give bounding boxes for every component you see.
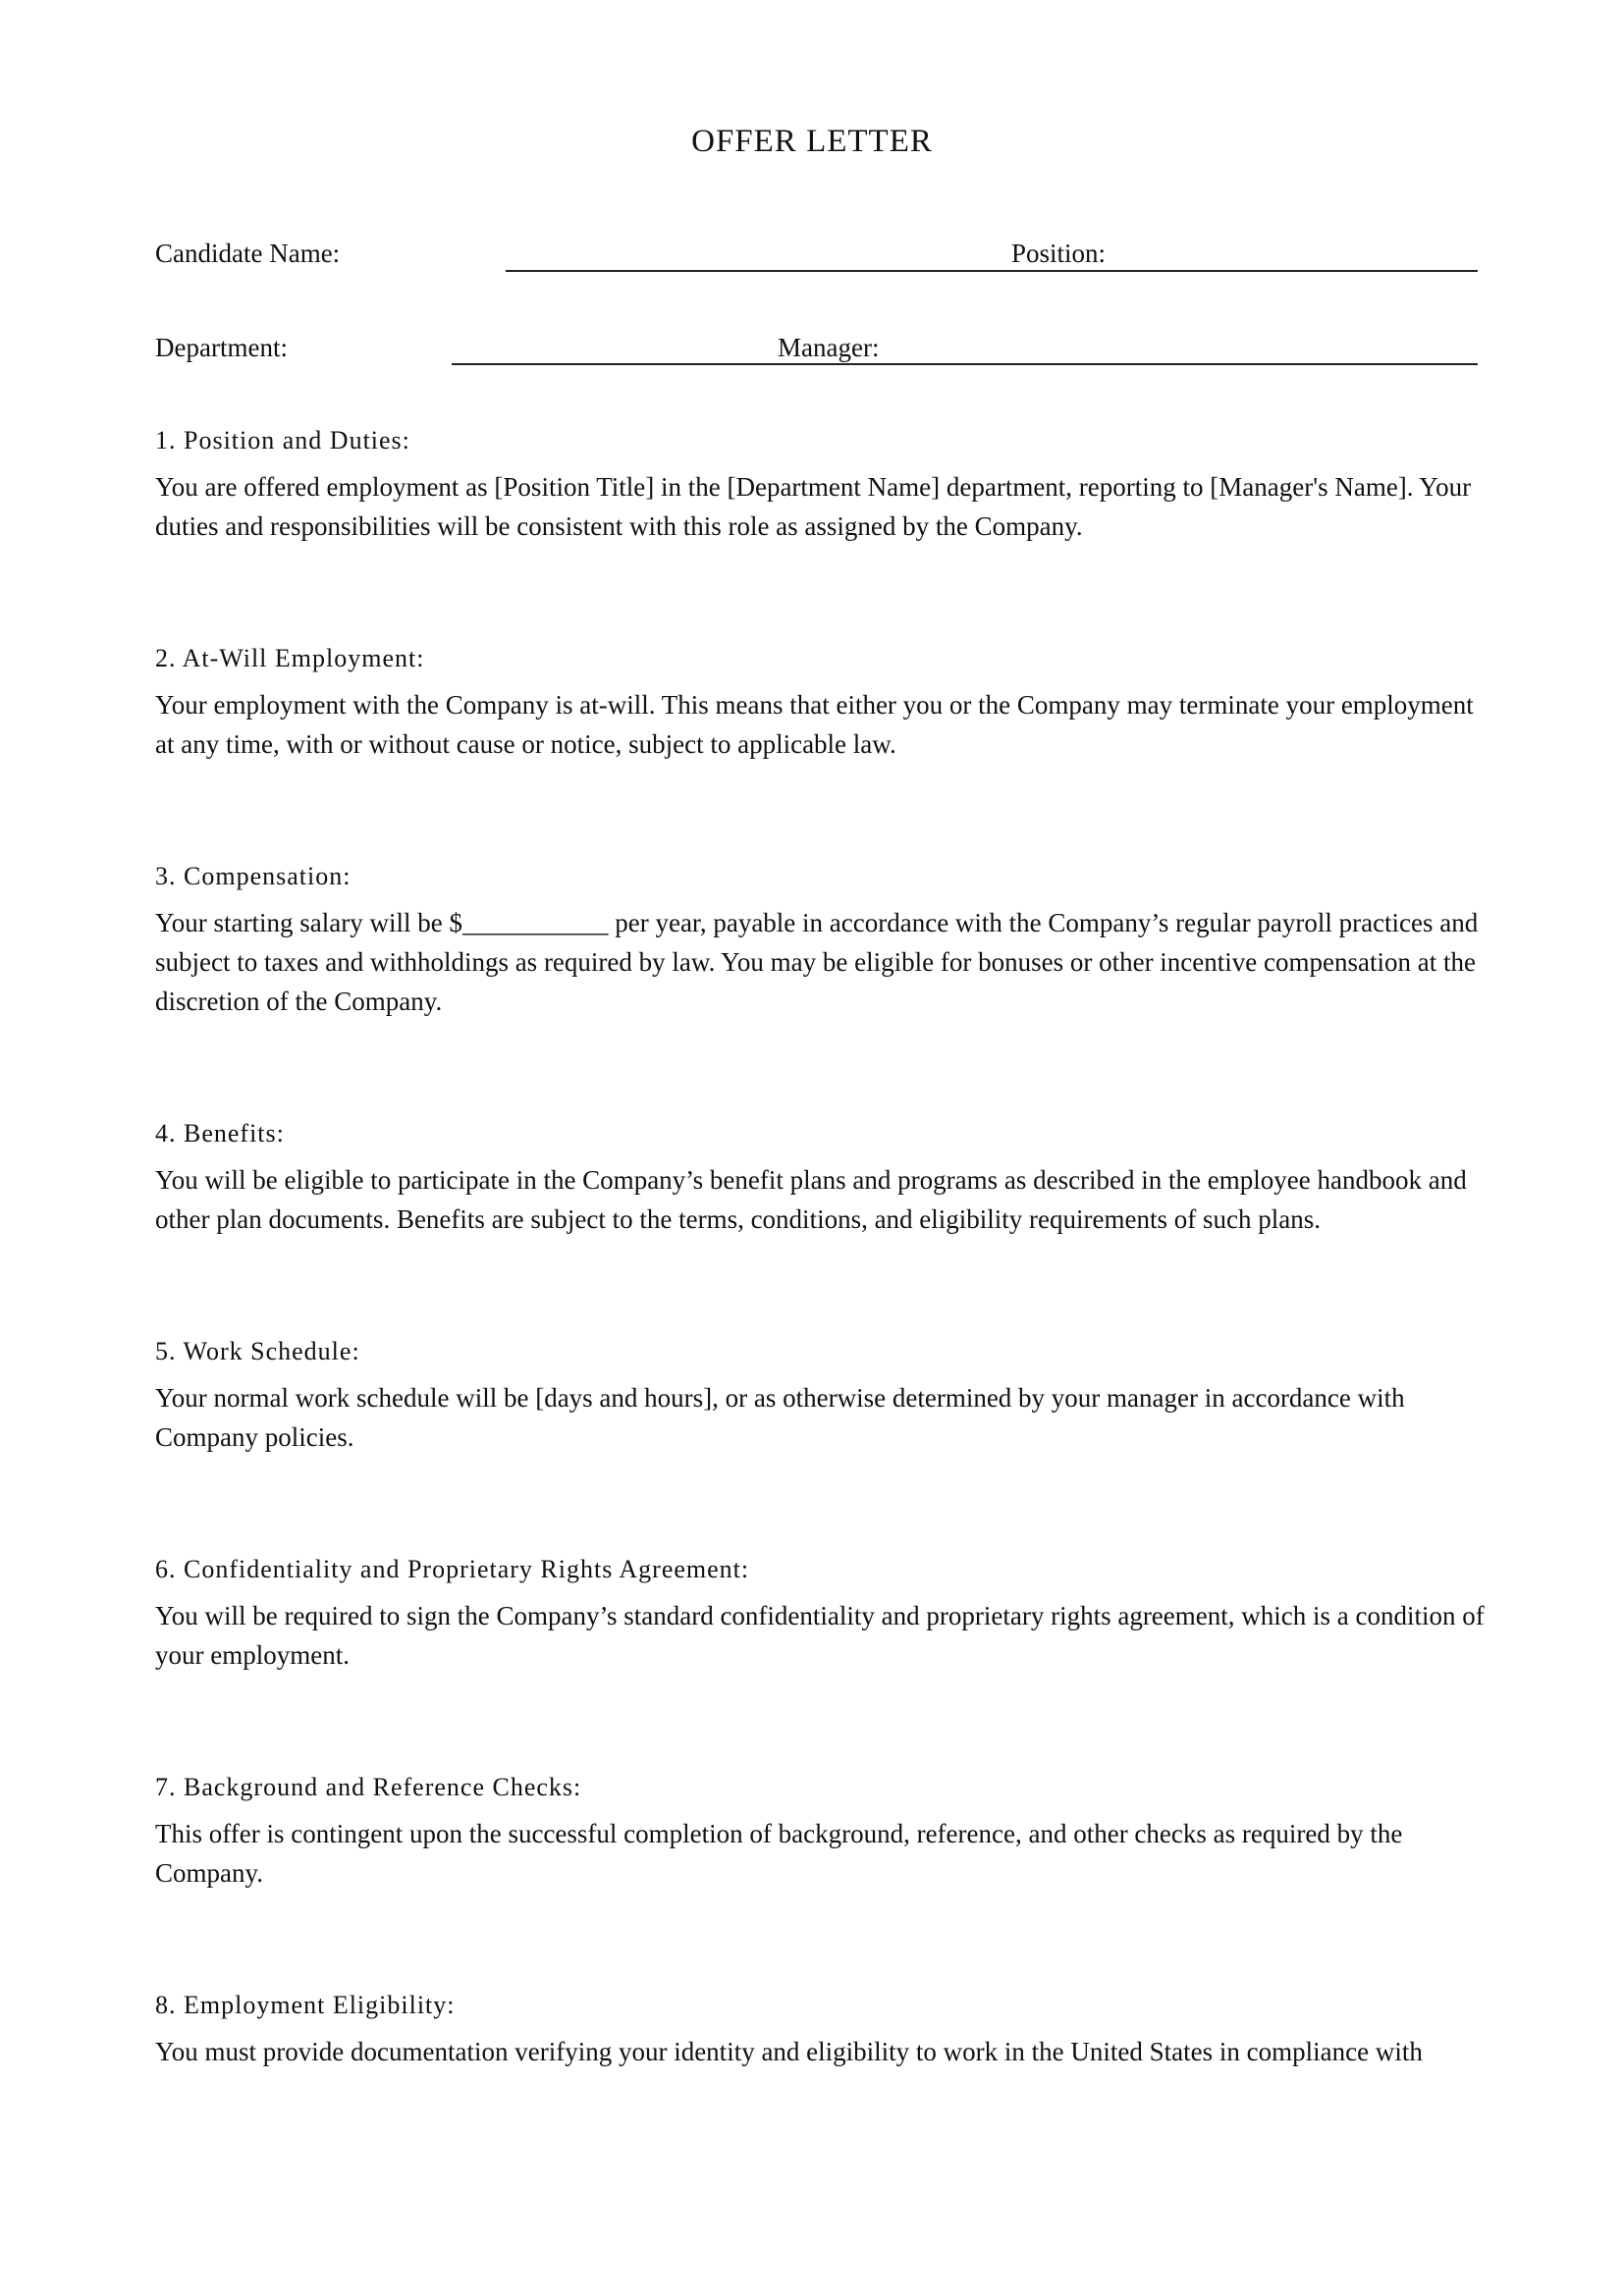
section-heading: 8. Employment Eligibility: [155, 1991, 456, 2019]
section-body: This offer is contingent upon the successful completion of background, reference, and other checks as required by the Company. [155, 1819, 1403, 1888]
section-heading: 2. At-Will Employment: [155, 644, 425, 672]
section-heading: 5. Work Schedule: [155, 1337, 360, 1365]
section-body: You will be eligible to participate in the Company’s benefit plans and programs as described in the employee handbook and other plan documents. Benefits are subject to the terms, conditions, and eligibility requirements of such plans. [155, 1165, 1467, 1234]
section-position-duties [155, 424, 1490, 546]
department-label: Department: [155, 333, 288, 362]
section-body: Your normal work schedule will be [days and hours], or as otherwise determined by your manager in accordance with Company policies. [155, 1383, 1405, 1452]
section-confidentiality [155, 1553, 1490, 1675]
section-body: Your starting salary will be $___________ per year, payable in accordance with the Company’s regular payroll practices and subject to taxes and withholdings as required by law. You may be eligible for bonuses or other incentive compensation at the discretion of the Company. [155, 908, 1479, 1016]
section-compensation [155, 860, 1490, 1021]
candidate-name-field-line[interactable] [506, 270, 1478, 272]
position-label: Position: [1011, 239, 1107, 268]
section-body: You are offered employment as [Position Title] in the [Department Name] department, reporting to [Manager's Name]. Your duties and responsibilities will be consistent with this role as assigned by the Company. [155, 472, 1472, 541]
section-heading: 1. Position and Duties: [155, 426, 410, 454]
document-title: OFFER LETTER [691, 124, 933, 159]
section-employment-eligibility [155, 1989, 1490, 2071]
section-work-schedule [155, 1335, 1490, 1457]
section-heading: 3. Compensation: [155, 862, 352, 890]
section-heading: 6. Confidentiality and Proprietary Rights Agreement: [155, 1555, 750, 1583]
section-at-will-employment [155, 642, 1490, 764]
section-heading: 4. Benefits: [155, 1119, 285, 1148]
department-field-line[interactable] [452, 363, 1478, 365]
section-body: You must provide documentation verifying your identity and eligibility to work in the United States in compliance with [155, 2037, 1423, 2066]
section-background-checks [155, 1771, 1490, 1893]
section-heading: 7. Background and Reference Checks: [155, 1773, 582, 1801]
section-benefits [155, 1117, 1490, 1239]
candidate-name-label: Candidate Name: [155, 239, 341, 268]
manager-label: Manager: [778, 333, 880, 362]
section-body: Your employment with the Company is at-will. This means that either you or the Company may terminate your employment at any time, with or without cause or notice, subject to applicable law. [155, 690, 1474, 759]
section-body: You will be required to sign the Company’s standard confidentiality and proprietary rights agreement, which is a condition of your employment. [155, 1601, 1485, 1670]
